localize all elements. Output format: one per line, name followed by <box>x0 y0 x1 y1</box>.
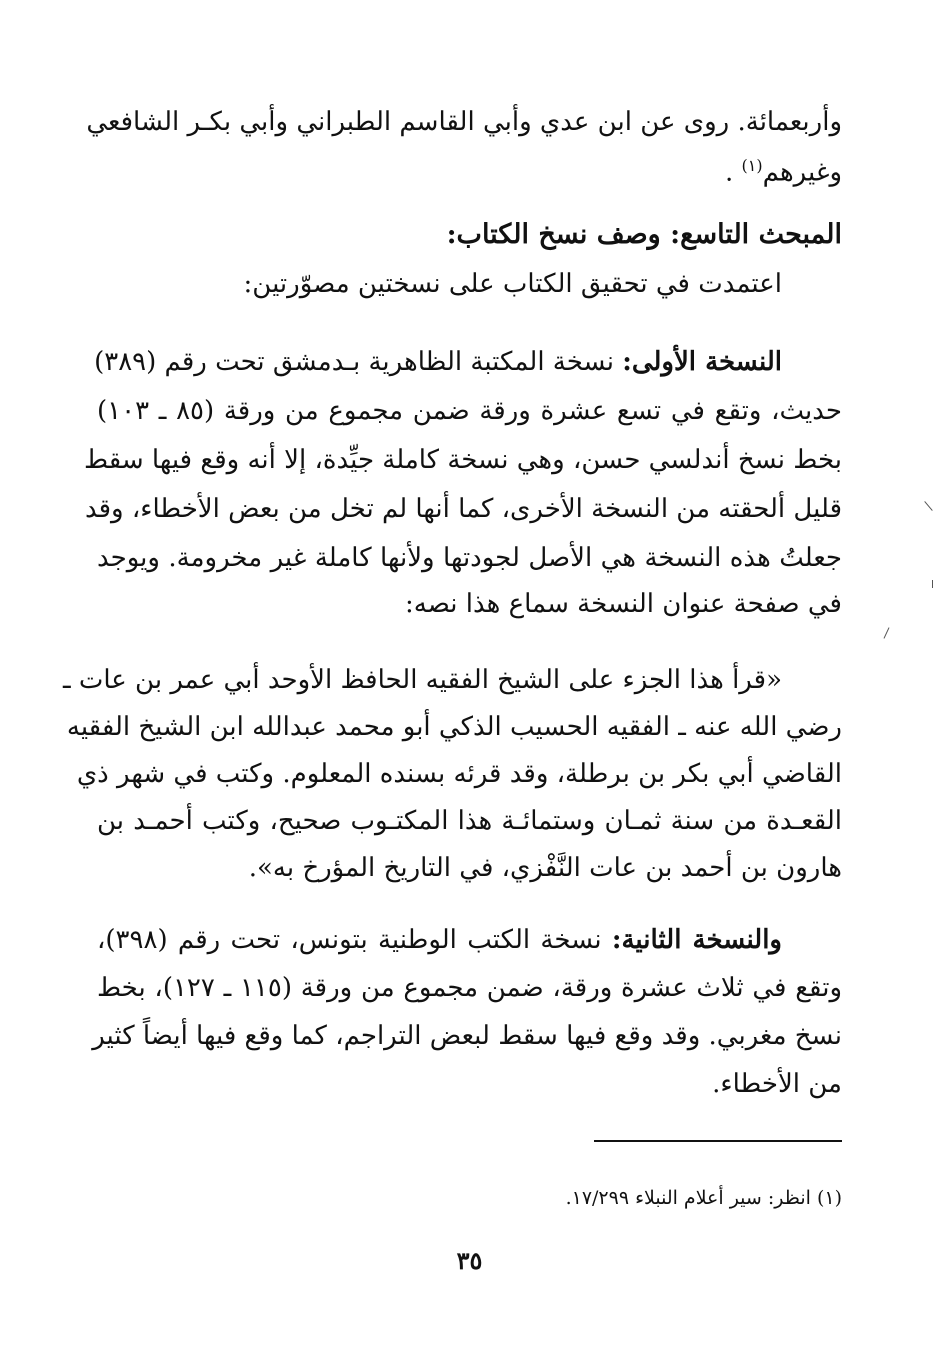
footnote-reference: (١) <box>741 156 763 175</box>
copy-label: والنسخة الثانية: <box>611 925 782 955</box>
text-line: حديث، وتقع في تسع عشرة ورقة ضمن مجموع من ورقة (٨٥ ـ ١٠٣) <box>97 396 842 426</box>
text-line: وتقع في ثلاث عشرة ورقة، ضمن مجموع من ورقة (١١٥ ـ ١٢٧)، بخط <box>97 973 842 1003</box>
text-line: جعلتُ هذه النسخة هي الأصل لجودتها ولأنها كاملة غير مخرومة. ويوجد <box>97 543 842 573</box>
text-line: من الأخطاء. <box>712 1069 842 1099</box>
text-line <box>97 144 842 195</box>
footnote: (١) انظر: سير أعلام النبلاء ١٧/٢٩٩. <box>565 1187 842 1209</box>
text-fragment: وغيرهم <box>762 157 842 188</box>
text-line: قليل ألحقته من النسخة الأخرى، كما أنها لم تخل من بعض الأخطاء، وقد <box>84 494 842 524</box>
text-line <box>94 340 782 384</box>
text-fragment: نسخة المكتبة الظاهرية بـدمشق تحت رقم (٣٨٩) <box>94 347 614 377</box>
quote-line: هارون بن أحمد بن عات النَّفْزي، في التاريخ المؤرخ به». <box>248 853 842 883</box>
copy-label: النسخة الأولى: <box>622 347 782 377</box>
quote-line: القاضي أبي بكر بن برطلة، وقد قرئه بسنده المعلوم. وكتب في شهر ذي <box>76 759 842 789</box>
quote-line: رضي الله عنه ـ الفقيه الحسيب الذكي أبو محمد عبدالله ابن الشيخ الفقيه <box>66 712 842 742</box>
quote-line: القعـدة من سنة ثمـان وستمائـة هذا المكتـوب صحيح، وكتب أحمـد بن <box>97 806 842 836</box>
quote-line: «قرأ هذا الجزء على الشيخ الفقيه الحافظ الأوحد أبي عمر بن عات ـ <box>62 665 782 695</box>
section-heading: المبحث التاسع: وصف نسخ الكتاب: <box>446 219 842 250</box>
page-number: ٣٥ <box>456 1246 483 1275</box>
scan-mark <box>932 580 933 588</box>
text-line: اعتمدت في تحقيق الكتاب على نسختين مصوّرتين: <box>243 269 782 299</box>
text-fragment: نسخة الكتب الوطنية بتونس، تحت رقم (٣٩٨)، <box>97 925 602 955</box>
text-fragment: . <box>725 157 734 188</box>
text-line: بخط نسخ أندلسي حسن، وهي نسخة كاملة جيِّدة، إلا أنه وقع فيها سقط <box>84 445 842 475</box>
text-line: نسخ مغربي. وقد وقع فيها سقط لبعض التراجم، كما وقع فيها أيضاً كثير <box>92 1021 842 1051</box>
text-line: وأربعمائة. روى عن ابن عدي وأبي القاسم الطبراني وأبي بكـر الشافعي <box>86 107 842 137</box>
scan-mark <box>884 627 890 638</box>
footnote-divider <box>594 1140 842 1142</box>
text-line <box>97 918 782 962</box>
scan-mark <box>924 501 932 511</box>
text-line: في صفحة عنوان النسخة سماع هذا نصه: <box>405 589 842 619</box>
